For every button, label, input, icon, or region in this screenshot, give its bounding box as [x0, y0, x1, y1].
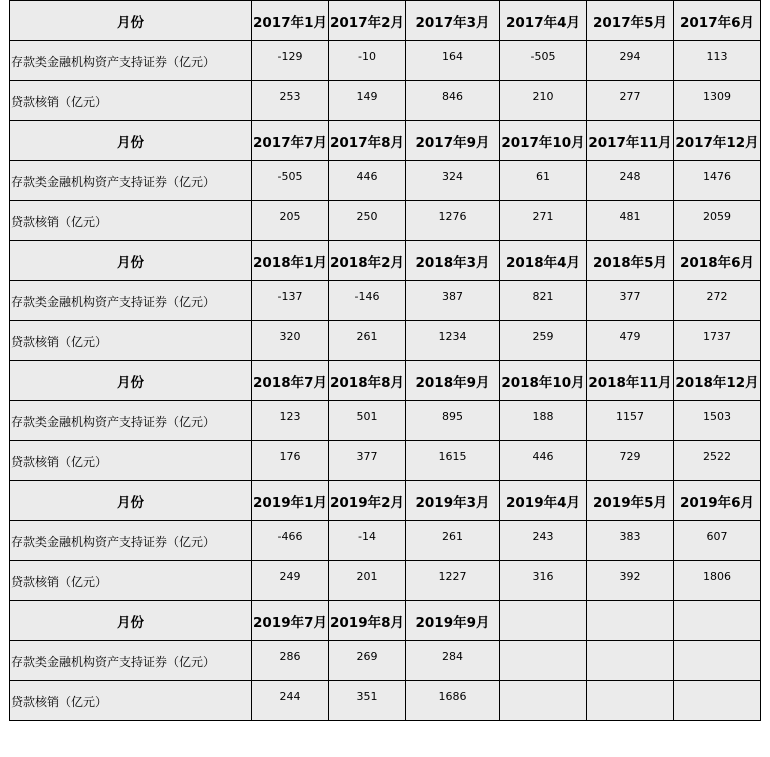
abs-value-cell: -505 [500, 41, 587, 81]
writeoff-row [10, 321, 761, 361]
month-label-cell: 月份 [10, 121, 252, 161]
abs-value-cell: 188 [500, 401, 587, 441]
writeoff-label-cell: 贷款核销（亿元） [10, 201, 252, 241]
abs-row [10, 401, 761, 441]
month-header-cell: 2018年12月 [674, 361, 761, 401]
abs-value-cell: 269 [329, 641, 406, 681]
month-header-cell: 2019年1月 [252, 481, 329, 521]
writeoff-value-cell: 277 [587, 81, 674, 121]
writeoff-value-cell: 1309 [674, 81, 761, 121]
abs-value-cell: 821 [500, 281, 587, 321]
month-header-cell: 2018年7月 [252, 361, 329, 401]
abs-value-cell: 243 [500, 521, 587, 561]
writeoff-value-cell: 1806 [674, 561, 761, 601]
month-header-cell: 2017年6月 [674, 1, 761, 41]
month-header-cell: 2019年4月 [500, 481, 587, 521]
writeoff-value-cell: 351 [329, 681, 406, 721]
month-header-cell: 2018年2月 [329, 241, 406, 281]
data-table-wrapper [9, 0, 761, 721]
month-header-cell: 2018年4月 [500, 241, 587, 281]
abs-value-cell: 248 [587, 161, 674, 201]
month-label-cell: 月份 [10, 241, 252, 281]
abs-value-cell: 272 [674, 281, 761, 321]
month-label-cell: 月份 [10, 1, 252, 41]
writeoff-value-cell: 2059 [674, 201, 761, 241]
abs-value-cell: 286 [252, 641, 329, 681]
month-header-row [10, 1, 761, 41]
abs-row [10, 521, 761, 561]
abs-value-cell: 607 [674, 521, 761, 561]
writeoff-row [10, 81, 761, 121]
writeoff-value-cell: 316 [500, 561, 587, 601]
month-header-cell: 2018年8月 [329, 361, 406, 401]
month-header-cell: 2017年4月 [500, 1, 587, 41]
writeoff-value-cell: 261 [329, 321, 406, 361]
abs-label-cell: 存款类金融机构资产支持证券（亿元） [10, 161, 252, 201]
month-header-cell: 2019年9月 [406, 601, 500, 641]
abs-value-cell: 123 [252, 401, 329, 441]
abs-value-cell: 383 [587, 521, 674, 561]
writeoff-value-cell: 149 [329, 81, 406, 121]
abs-value-cell: 1503 [674, 401, 761, 441]
abs-label-cell: 存款类金融机构资产支持证券（亿元） [10, 401, 252, 441]
abs-value-cell: -129 [252, 41, 329, 81]
writeoff-value-cell: 1737 [674, 321, 761, 361]
abs-value-cell: 387 [406, 281, 500, 321]
abs-value-cell: 164 [406, 41, 500, 81]
month-header-cell: 2017年7月 [252, 121, 329, 161]
month-header-row [10, 361, 761, 401]
abs-value-cell: -466 [252, 521, 329, 561]
writeoff-value-cell: 446 [500, 441, 587, 481]
month-header-cell: 2017年11月 [587, 121, 674, 161]
writeoff-value-cell: 729 [587, 441, 674, 481]
month-header-cell [500, 601, 587, 641]
abs-value-cell: -14 [329, 521, 406, 561]
abs-label-cell: 存款类金融机构资产支持证券（亿元） [10, 641, 252, 681]
writeoff-value-cell: 1234 [406, 321, 500, 361]
month-header-cell: 2018年6月 [674, 241, 761, 281]
abs-label-cell: 存款类金融机构资产支持证券（亿元） [10, 281, 252, 321]
month-header-cell: 2017年10月 [500, 121, 587, 161]
abs-value-cell: 284 [406, 641, 500, 681]
month-header-cell: 2018年11月 [587, 361, 674, 401]
month-header-cell: 2017年12月 [674, 121, 761, 161]
month-header-cell: 2017年1月 [252, 1, 329, 41]
month-header-row [10, 481, 761, 521]
abs-value-cell: 261 [406, 521, 500, 561]
table-body [10, 1, 761, 721]
abs-value-cell [587, 641, 674, 681]
month-header-cell: 2019年2月 [329, 481, 406, 521]
abs-value-cell [674, 641, 761, 681]
month-header-cell [674, 601, 761, 641]
abs-value-cell: 377 [587, 281, 674, 321]
month-label-cell: 月份 [10, 601, 252, 641]
abs-value-cell: 324 [406, 161, 500, 201]
writeoff-value-cell: 1615 [406, 441, 500, 481]
abs-value-cell: -505 [252, 161, 329, 201]
abs-value-cell: 61 [500, 161, 587, 201]
writeoff-value-cell: 259 [500, 321, 587, 361]
writeoff-label-cell: 贷款核销（亿元） [10, 561, 252, 601]
month-header-cell: 2018年3月 [406, 241, 500, 281]
writeoff-label-cell: 贷款核销（亿元） [10, 441, 252, 481]
writeoff-value-cell: 2522 [674, 441, 761, 481]
month-label-cell: 月份 [10, 361, 252, 401]
month-header-cell: 2019年7月 [252, 601, 329, 641]
writeoff-value-cell: 1686 [406, 681, 500, 721]
writeoff-value-cell [587, 681, 674, 721]
writeoff-value-cell: 481 [587, 201, 674, 241]
writeoff-value-cell: 1276 [406, 201, 500, 241]
writeoff-value-cell: 479 [587, 321, 674, 361]
writeoff-value-cell: 1227 [406, 561, 500, 601]
abs-value-cell: 501 [329, 401, 406, 441]
abs-value-cell: 1157 [587, 401, 674, 441]
abs-value-cell: 294 [587, 41, 674, 81]
writeoff-value-cell: 176 [252, 441, 329, 481]
abs-value-cell: -10 [329, 41, 406, 81]
abs-value-cell: 446 [329, 161, 406, 201]
month-header-cell: 2018年9月 [406, 361, 500, 401]
month-header-cell: 2017年3月 [406, 1, 500, 41]
month-header-cell: 2018年1月 [252, 241, 329, 281]
writeoff-value-cell: 210 [500, 81, 587, 121]
month-header-row [10, 601, 761, 641]
writeoff-value-cell: 253 [252, 81, 329, 121]
month-header-cell: 2018年5月 [587, 241, 674, 281]
writeoff-value-cell: 205 [252, 201, 329, 241]
writeoff-row [10, 681, 761, 721]
month-header-cell: 2017年8月 [329, 121, 406, 161]
writeoff-label-cell: 贷款核销（亿元） [10, 81, 252, 121]
month-header-row [10, 241, 761, 281]
abs-value-cell: -137 [252, 281, 329, 321]
writeoff-value-cell [500, 681, 587, 721]
month-header-cell: 2019年5月 [587, 481, 674, 521]
abs-value-cell: 1476 [674, 161, 761, 201]
writeoff-value-cell: 201 [329, 561, 406, 601]
month-header-cell: 2017年5月 [587, 1, 674, 41]
writeoff-row [10, 201, 761, 241]
abs-value-cell: -146 [329, 281, 406, 321]
writeoff-value-cell [674, 681, 761, 721]
writeoff-value-cell: 392 [587, 561, 674, 601]
writeoff-value-cell: 244 [252, 681, 329, 721]
abs-row [10, 641, 761, 681]
writeoff-value-cell: 249 [252, 561, 329, 601]
writeoff-value-cell: 250 [329, 201, 406, 241]
abs-label-cell: 存款类金融机构资产支持证券（亿元） [10, 521, 252, 561]
writeoff-label-cell: 贷款核销（亿元） [10, 321, 252, 361]
writeoff-label-cell: 贷款核销（亿元） [10, 681, 252, 721]
abs-value-cell: 113 [674, 41, 761, 81]
month-header-cell: 2019年8月 [329, 601, 406, 641]
month-header-cell: 2017年9月 [406, 121, 500, 161]
month-header-cell: 2019年6月 [674, 481, 761, 521]
monthly-data-table [9, 0, 761, 721]
abs-value-cell: 895 [406, 401, 500, 441]
month-header-cell: 2019年3月 [406, 481, 500, 521]
month-header-cell: 2017年2月 [329, 1, 406, 41]
month-header-cell: 2018年10月 [500, 361, 587, 401]
abs-value-cell [500, 641, 587, 681]
writeoff-row [10, 561, 761, 601]
abs-row [10, 281, 761, 321]
writeoff-value-cell: 320 [252, 321, 329, 361]
writeoff-value-cell: 377 [329, 441, 406, 481]
abs-row [10, 41, 761, 81]
abs-row [10, 161, 761, 201]
month-label-cell: 月份 [10, 481, 252, 521]
writeoff-value-cell: 846 [406, 81, 500, 121]
writeoff-value-cell: 271 [500, 201, 587, 241]
writeoff-row [10, 441, 761, 481]
month-header-row [10, 121, 761, 161]
month-header-cell [587, 601, 674, 641]
abs-label-cell: 存款类金融机构资产支持证券（亿元） [10, 41, 252, 81]
